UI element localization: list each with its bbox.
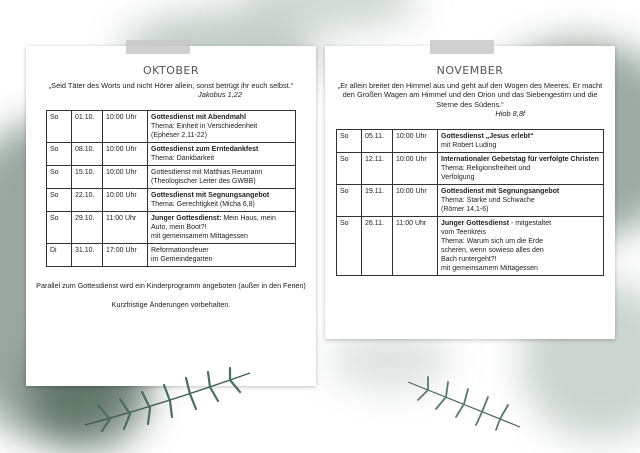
event-line: Auto, mein Boot?!: [151, 223, 207, 231]
event-line: Verfolgung: [441, 173, 475, 181]
event-line: (Römer 14,1-6): [441, 205, 489, 213]
time-cell: 10:00 Uhr: [103, 110, 148, 142]
table-row: [47, 243, 296, 266]
note-line: (außer in den Ferien): [238, 280, 306, 290]
event-line: mit gemeinsamem Mittagessen: [151, 232, 248, 240]
time-cell: 17:00 Uhr: [103, 243, 148, 266]
changes-note: Kurzfristige Änderungen vorbehalten.: [111, 300, 231, 310]
event-line: Reformationsfeuer: [151, 246, 209, 254]
table-row: [47, 110, 296, 142]
tape-strip: [430, 40, 494, 54]
time-cell: 11:00 Uhr: [103, 211, 148, 243]
date-cell: 08.10.: [72, 142, 103, 165]
day-cell: So: [47, 188, 72, 211]
date-cell: 12.11.: [362, 152, 393, 184]
month-title: NOVEMBER: [436, 64, 504, 77]
date-cell: 29.10.: [72, 211, 103, 243]
event-line: vom Teenkreis: [441, 228, 487, 236]
october-card: [26, 46, 316, 386]
table-row: [47, 188, 296, 211]
time-cell: 11:00 Uhr: [393, 216, 438, 275]
event-title-line: [151, 214, 292, 223]
date-cell: 19.11.: [362, 184, 393, 216]
date-cell: 31.10.: [72, 243, 103, 266]
quote-source: Jakobus 1,22: [198, 90, 242, 100]
event-cell: [438, 129, 604, 152]
day-cell: So: [47, 165, 72, 188]
quote-line: das Siebengestirn und die Sterne des Südens.“: [436, 90, 598, 109]
event-line: Thema: Starke und Schwache: [441, 196, 535, 204]
table-row: [47, 211, 296, 243]
event-title: Gottesdienst mit Abendmahl: [151, 113, 247, 121]
day-cell: So: [337, 184, 362, 216]
quote-line: „Er allein breitet den Himmel aus und geht auf den Wogen des Meeres.: [337, 81, 571, 90]
event-line: mit gemeinsamem Mittagessen: [441, 264, 538, 272]
event-cell: [438, 152, 604, 184]
time-cell: 10:00 Uhr: [103, 188, 148, 211]
tape-strip: [126, 40, 190, 54]
event-title: Gottesdienst mit Segnungsangebot: [441, 187, 560, 195]
event-title: Gottesdienst zum Erntedankfest: [151, 145, 259, 153]
table-row: [47, 142, 296, 165]
day-cell: So: [337, 152, 362, 184]
date-cell: 26.11.: [362, 216, 393, 275]
event-cell: [438, 216, 604, 275]
event-line: (Epheser 2,11-22): [151, 131, 207, 139]
day-cell: So: [337, 129, 362, 152]
event-cell: [148, 142, 296, 165]
time-cell: 10:00 Uhr: [393, 152, 438, 184]
event-line: im Gemeindegarten: [151, 255, 213, 263]
date-cell: 01.10.: [72, 110, 103, 142]
time-cell: 10:00 Uhr: [103, 165, 148, 188]
bible-quote: [36, 81, 306, 100]
day-cell: So: [47, 211, 72, 243]
event-cell: [148, 165, 296, 188]
children-program-note: [26, 281, 316, 291]
event-title: Internationaler Gebetstag für verfolgte Christen: [441, 155, 599, 163]
event-line: Gottesdienst mit Matthias Reumann: [151, 168, 263, 176]
day-cell: Di: [47, 243, 72, 266]
event-line: Thema: Dankbarkeit: [151, 154, 215, 162]
time-cell: 10:00 Uhr: [393, 184, 438, 216]
event-title: Gottesdienst „Jesus erlebt“: [441, 132, 534, 140]
event-title-rest: Mein Haus, mein: [221, 214, 276, 222]
event-line: Thema: Warum sich um die Erde: [441, 237, 544, 245]
table-row: [337, 216, 604, 275]
event-title-line: [441, 219, 600, 228]
month-title: OKTOBER: [142, 64, 200, 77]
note-line: Parallel zum Gottesdienst wird ein Kinderprogramm angeboten: [36, 280, 237, 290]
date-cell: 22.10.: [72, 188, 103, 211]
event-line: Thema: Religionsfreiheit und: [441, 164, 531, 172]
quote-line: sonst betrügt ihr euch selbst.“: [196, 81, 294, 90]
quote-line: „Seid Täter des Worts und nicht Hörer allein,: [48, 81, 195, 90]
event-line: Thema: Einheit in Verschiedenheit: [151, 122, 258, 130]
fern-branch-left: [80, 365, 260, 435]
table-row: [47, 165, 296, 188]
event-title: Junger Gottesdienst: [441, 219, 510, 227]
schedule-table: [336, 129, 604, 276]
event-title: Junger Gottesdienst:: [151, 214, 222, 222]
event-title-rest: - mitgestaltet: [509, 219, 552, 227]
time-cell: 10:00 Uhr: [103, 142, 148, 165]
november-card: [325, 46, 615, 339]
event-line: (Theologischer Leiter des GWBB): [151, 177, 256, 185]
date-cell: 15.10.: [72, 165, 103, 188]
event-cell: [438, 184, 604, 216]
event-cell: [148, 243, 296, 266]
schedule-table: [46, 110, 296, 267]
quote-source: Hiob 8,8f: [495, 109, 525, 119]
day-cell: So: [47, 110, 72, 142]
event-line: scheren, wenn sowieso alles den: [441, 246, 544, 254]
day-cell: So: [337, 216, 362, 275]
event-line: Thema: Gerechtigkeit (Micha 6,8): [151, 200, 255, 208]
time-cell: 10:00 Uhr: [393, 129, 438, 152]
bible-quote: [335, 81, 605, 119]
day-cell: So: [47, 142, 72, 165]
quote-line: Er macht den Großen Wagen am Himmel und den Orion und: [342, 81, 603, 100]
event-cell: [148, 110, 296, 142]
table-row: [337, 152, 604, 184]
event-cell: [148, 211, 296, 243]
table-row: [337, 129, 604, 152]
event-line: Bach runtergeht?!: [441, 255, 497, 263]
fern-branch-right: [400, 372, 530, 432]
event-title: Gottesdienst mit Segnungsangebot: [151, 191, 270, 199]
event-line: mit Robert Luding: [441, 141, 497, 149]
date-cell: 05.11.: [362, 129, 393, 152]
event-cell: [148, 188, 296, 211]
table-row: [337, 184, 604, 216]
